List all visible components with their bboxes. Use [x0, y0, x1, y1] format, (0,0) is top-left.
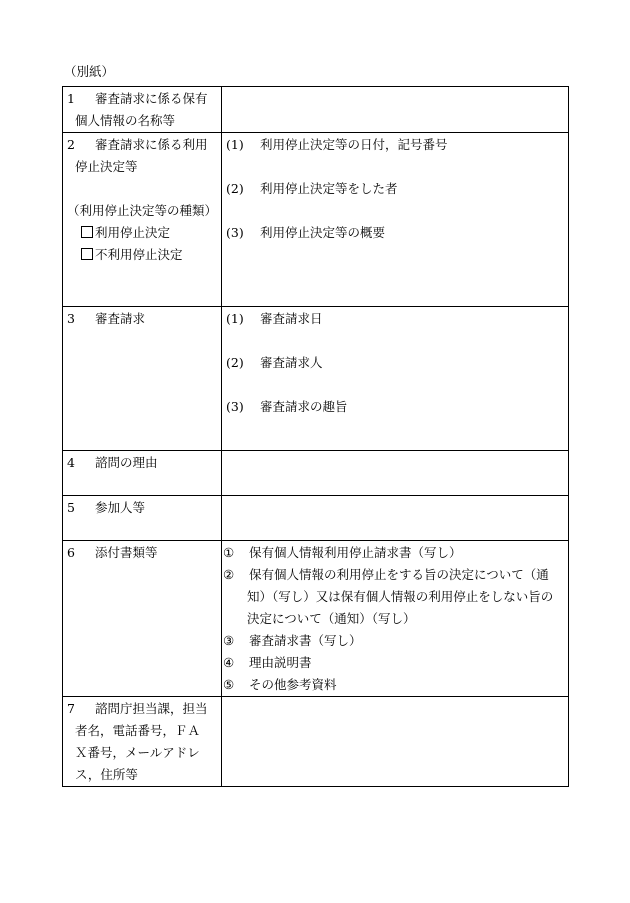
option-label: 不利用停止決定 — [95, 247, 183, 262]
row-number: 3 — [67, 311, 75, 326]
item-text: 保有個人情報利用停止請求書（写し） — [249, 545, 462, 560]
row-3-label-cell — [63, 307, 222, 451]
item-marker: (1) — [226, 137, 244, 152]
row-6-label-cell — [63, 541, 222, 697]
item-text: 審査請求の趣旨 — [260, 399, 348, 414]
row-title-line: ス，住所等 — [75, 767, 138, 782]
row-title: 審査請求 — [95, 311, 146, 326]
row-4-content-cell — [222, 451, 569, 496]
checkbox-icon — [81, 248, 93, 260]
row-title-line: 審査請求に係る保有 — [95, 91, 208, 106]
row-3-content-cell — [222, 307, 569, 451]
item-text: 理由説明書 — [249, 655, 312, 670]
row-2-content-cell — [222, 133, 569, 307]
row-1-label-cell — [63, 87, 222, 133]
item-marker: (3) — [226, 225, 244, 240]
item-marker: (2) — [226, 181, 244, 196]
item-text: 審査請求人 — [260, 355, 323, 370]
attachment-item-2 — [223, 564, 564, 630]
item-marker: (3) — [226, 399, 244, 414]
row-title-line: 審査請求に係る利用 — [95, 137, 208, 152]
item-marker: ④ — [223, 655, 235, 670]
row-6-content-cell — [222, 541, 569, 697]
item-text: その他参考資料 — [249, 677, 337, 692]
row-5-label-cell — [63, 496, 222, 541]
table-row — [63, 451, 569, 496]
table-row — [63, 87, 569, 133]
row-5-content-cell — [222, 496, 569, 541]
item-text: 保有個人情報の利用停止をする旨の決定について（通知）（写し）又は保有個人情報の利用停止をしない旨の決定について（通知）（写し） — [247, 567, 554, 626]
option-label: 利用停止決定 — [95, 225, 171, 240]
row-title-line: 個人情報の名称等 — [75, 113, 176, 128]
type-caption: （利用停止決定等の種類） — [67, 203, 218, 218]
table-row — [63, 697, 569, 787]
row-title: 諮問の理由 — [95, 455, 158, 470]
item-text: 利用停止決定等の日付，記号番号 — [260, 137, 448, 152]
checkbox-icon — [81, 226, 93, 238]
row-title: 参加人等 — [95, 500, 146, 515]
item-marker: ③ — [223, 633, 235, 648]
item-marker: ① — [223, 545, 235, 560]
row-title-line: 者名，電話番号，ＦＡ — [75, 723, 201, 738]
table-row — [63, 496, 569, 541]
annex-label: （別紙） — [64, 64, 115, 79]
row-number: 5 — [67, 500, 75, 515]
item-marker: ② — [223, 567, 235, 582]
item-marker: ⑤ — [223, 677, 235, 692]
row-title: 添付書類等 — [95, 545, 158, 560]
item-text: 利用停止決定等の概要 — [260, 225, 386, 240]
row-number: 7 — [67, 701, 75, 716]
item-marker: (2) — [226, 355, 244, 370]
row-4-label-cell — [63, 451, 222, 496]
row-1-content-cell — [222, 87, 569, 133]
row-2-label-cell — [63, 133, 222, 307]
row-7-content-cell — [222, 697, 569, 787]
row-title-line: 諮問庁担当課，担当 — [95, 701, 208, 716]
row-number: 6 — [67, 545, 75, 560]
table-row — [63, 133, 569, 307]
table-row — [63, 541, 569, 697]
row-number: 4 — [67, 455, 75, 470]
option-utilization-suspension — [67, 222, 217, 244]
table-row — [63, 307, 569, 451]
row-number: 1 — [67, 91, 75, 106]
row-title-line: 停止決定等 — [75, 159, 138, 174]
item-marker: (1) — [226, 311, 244, 326]
item-text: 審査請求書（写し） — [249, 633, 362, 648]
row-title-line: Ｘ番号，メールアドレ — [75, 745, 200, 760]
option-non-suspension — [67, 244, 217, 266]
item-text: 審査請求日 — [260, 311, 323, 326]
consultation-form-table — [62, 86, 569, 787]
item-text: 利用停止決定等をした者 — [260, 181, 398, 196]
row-7-label-cell — [63, 697, 222, 787]
row-number: 2 — [67, 137, 75, 152]
